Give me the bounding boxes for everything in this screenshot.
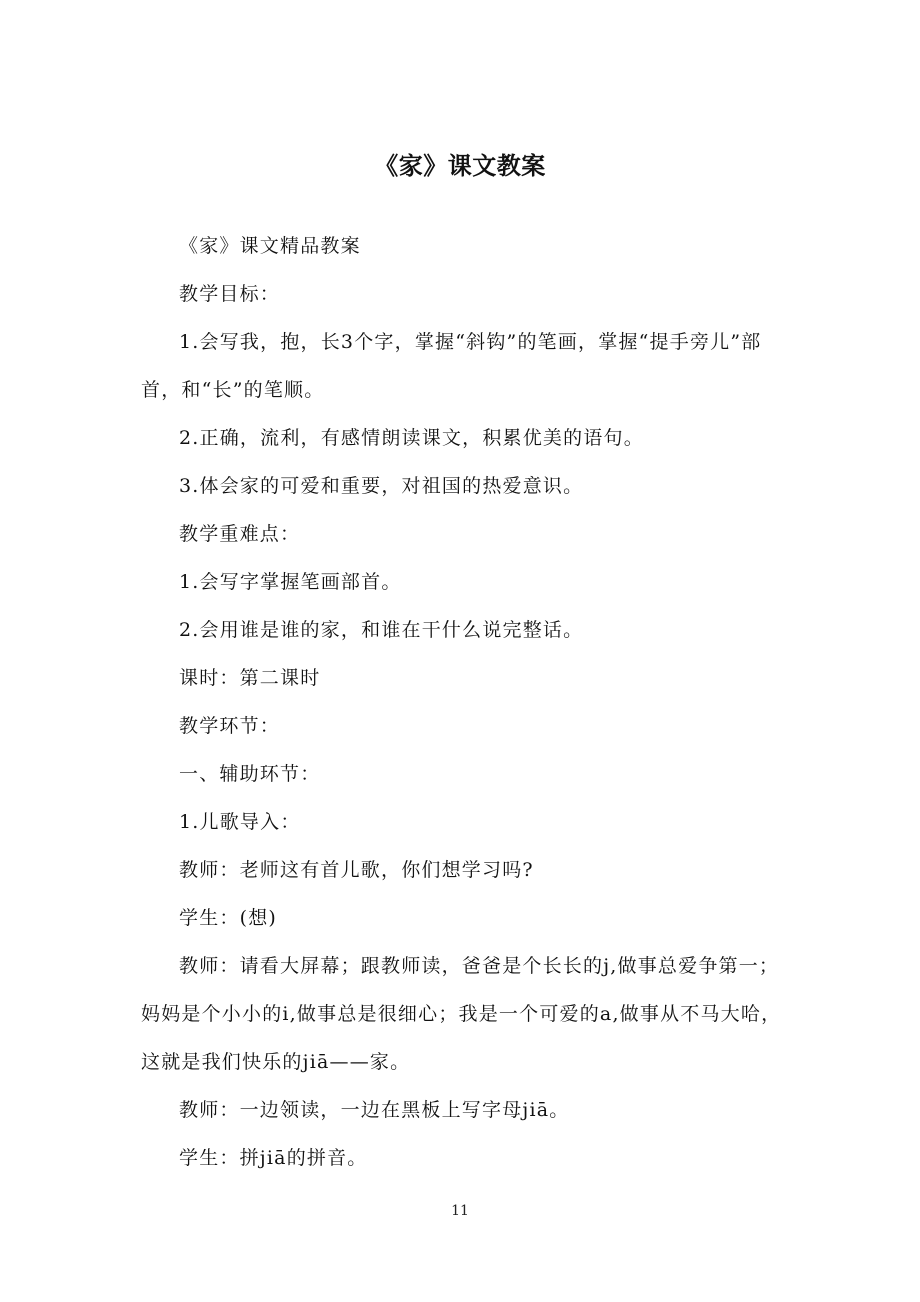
paragraph-goal-3: 3.体会家的可爱和重要，对祖国的热爱意识。 bbox=[179, 475, 584, 497]
paragraph-song-intro: 1.儿歌导入： bbox=[179, 811, 301, 833]
paragraph-goal-1: 1.会写我，抱，长3个字，掌握“斜钩”的笔画，掌握“提手旁儿”部首，和“长”的笔顺。 bbox=[141, 331, 762, 401]
paragraph-teacher-reading: 教师：请看大屏幕；跟教师读，爸爸是个长长的j,做事总爱争第一；妈妈是个小小的i,做事总是很细心；我是一个可爱的a,做事从不马大哈，这就是我们快乐的jiā——家。 bbox=[141, 955, 782, 1073]
paragraph-key-point-2: 2.会用谁是谁的家，和谁在干什么说完整话。 bbox=[179, 619, 584, 641]
paragraph-student-pinyin: 学生：拼jiā的拼音。 bbox=[179, 1147, 368, 1169]
paragraph-teacher-question: 教师：老师这有首儿歌，你们想学习吗? bbox=[179, 859, 534, 881]
paragraph-teaching-steps-heading: 教学环节： bbox=[179, 715, 281, 737]
paragraph-step-1: 一、辅助环节： bbox=[179, 763, 321, 785]
paragraph-goal-2: 2.正确，流利，有感情朗读课文，积累优美的语句。 bbox=[179, 427, 644, 449]
paragraph-student-answer: 学生：(想) bbox=[179, 907, 278, 929]
paragraph-goals-heading: 教学目标： bbox=[179, 283, 281, 305]
paragraph-key-point-1: 1.会写字掌握笔画部首。 bbox=[179, 571, 402, 593]
paragraph-subtitle: 《家》课文精品教案 bbox=[179, 235, 361, 257]
document-body bbox=[141, 222, 786, 1182]
document-title: 《家》课文教案 bbox=[374, 152, 546, 180]
page-number: 11 bbox=[451, 1203, 469, 1219]
paragraph-key-points-heading: 教学重难点： bbox=[179, 523, 301, 545]
paragraph-teacher-writing: 教师：一边领读，一边在黑板上写字母jiā。 bbox=[179, 1099, 570, 1121]
paragraph-lesson-time: 课时：第二课时 bbox=[179, 667, 321, 689]
